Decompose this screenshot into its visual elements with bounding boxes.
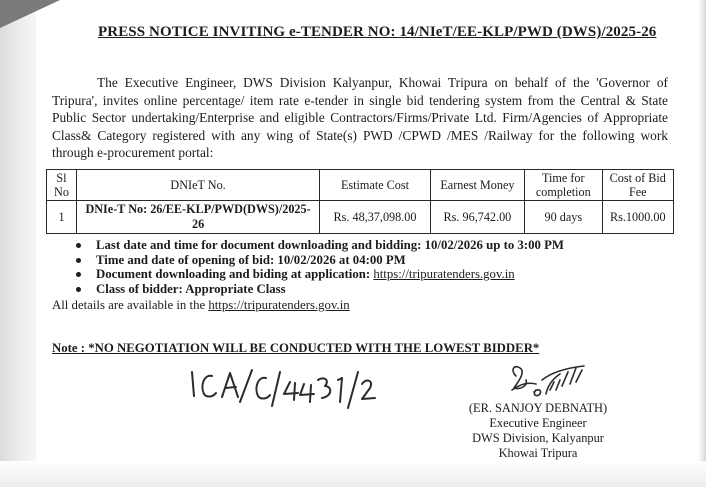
bullet-icon <box>76 272 81 277</box>
signature-image <box>506 360 596 404</box>
bullet-text: Last date and time for document downloading and bidding: 10/02/2026 up to 3:00 PM <box>96 238 564 252</box>
signatory-division: DWS Division, Kalyanpur <box>472 431 604 445</box>
notice-title: PRESS NOTICE INVITING e-TENDER NO: 14/NIeT/EE-KLP/PWD (DWS)/2025-26 <box>98 24 657 40</box>
table-row <box>47 201 674 234</box>
bullet-text: Class of bidder: Appropriate Class <box>96 281 286 296</box>
handwritten-reference-number <box>186 366 376 410</box>
all-details-line <box>52 298 350 313</box>
cell-estimate-cost: Rs. 48,37,098.00 <box>320 201 431 234</box>
bullet-icon <box>76 287 81 292</box>
cell-dniet-no: DNIe-T No: 26/EE-KLP/PWD(DWS)/2025-26 <box>77 201 320 234</box>
header-earnest-money: Earnest Money <box>430 170 524 201</box>
tender-details-list <box>76 238 564 296</box>
tender-table <box>46 169 674 234</box>
all-details-link[interactable]: https://tripuratenders.gov.in <box>208 298 350 312</box>
notice-body: The Executive Engineer, DWS Division Kalyanpur, Khowai Tripura on behalf of the 'Governor of Tripura', invites online percentage/ item rate e-tender in single bid tendering system from the Central & State Public Sector undertaking/Enterprise and eligible Contractors/Firms/Private Ltd. Firm/Agencies of Appropriate Class& Category registered with any wing of State(s) PWD /CPWD /MES /Railway for the following work through e-procurement portal: <box>52 75 668 160</box>
list-item <box>76 282 564 297</box>
cell-cost-of-bid-fee: Rs.1000.00 <box>602 201 673 234</box>
cell-earnest-money: Rs. 96,742.00 <box>430 201 524 234</box>
list-item <box>76 253 564 268</box>
scan-shadow-bottom <box>0 461 706 487</box>
scan-shadow-left <box>0 0 36 487</box>
tender-portal-link[interactable]: https://tripuratenders.gov.in <box>373 267 515 281</box>
table-header-row <box>47 170 674 201</box>
cell-sl-no: 1 <box>47 201 77 234</box>
signatory-block <box>458 401 618 461</box>
scan-corner-shadow <box>0 0 60 28</box>
bullet-text: Time and date of opening of bid: 10/02/2026 at 04:00 PM <box>96 252 406 267</box>
header-dniet-no: DNIeT No. <box>77 170 320 201</box>
scan-shadow-right <box>698 0 706 487</box>
list-item <box>76 238 564 253</box>
all-details-text: All details are available in the <box>52 298 209 312</box>
signatory-designation: Executive Engineer <box>489 416 587 430</box>
header-estimate-cost: Estimate Cost <box>320 170 431 201</box>
bullet-text: Document downloading and biding at application: <box>96 267 374 281</box>
bullet-icon <box>76 243 81 248</box>
signatory-location: Khowai Tripura <box>498 446 578 460</box>
header-cost-of-bid-fee: Cost of Bid Fee <box>602 170 673 201</box>
header-time-for-completion: Time for completion <box>524 170 602 201</box>
signatory-name: (ER. SANJOY DEBNATH) <box>468 401 608 415</box>
cell-time-for-completion: 90 days <box>524 201 602 234</box>
bullet-icon <box>76 258 81 263</box>
list-item <box>76 267 564 282</box>
header-sl-no: Sl No <box>47 170 77 201</box>
note-text: Note : *NO NEGOTIATION WILL BE CONDUCTED WITH THE LOWEST BIDDER* <box>52 341 540 355</box>
